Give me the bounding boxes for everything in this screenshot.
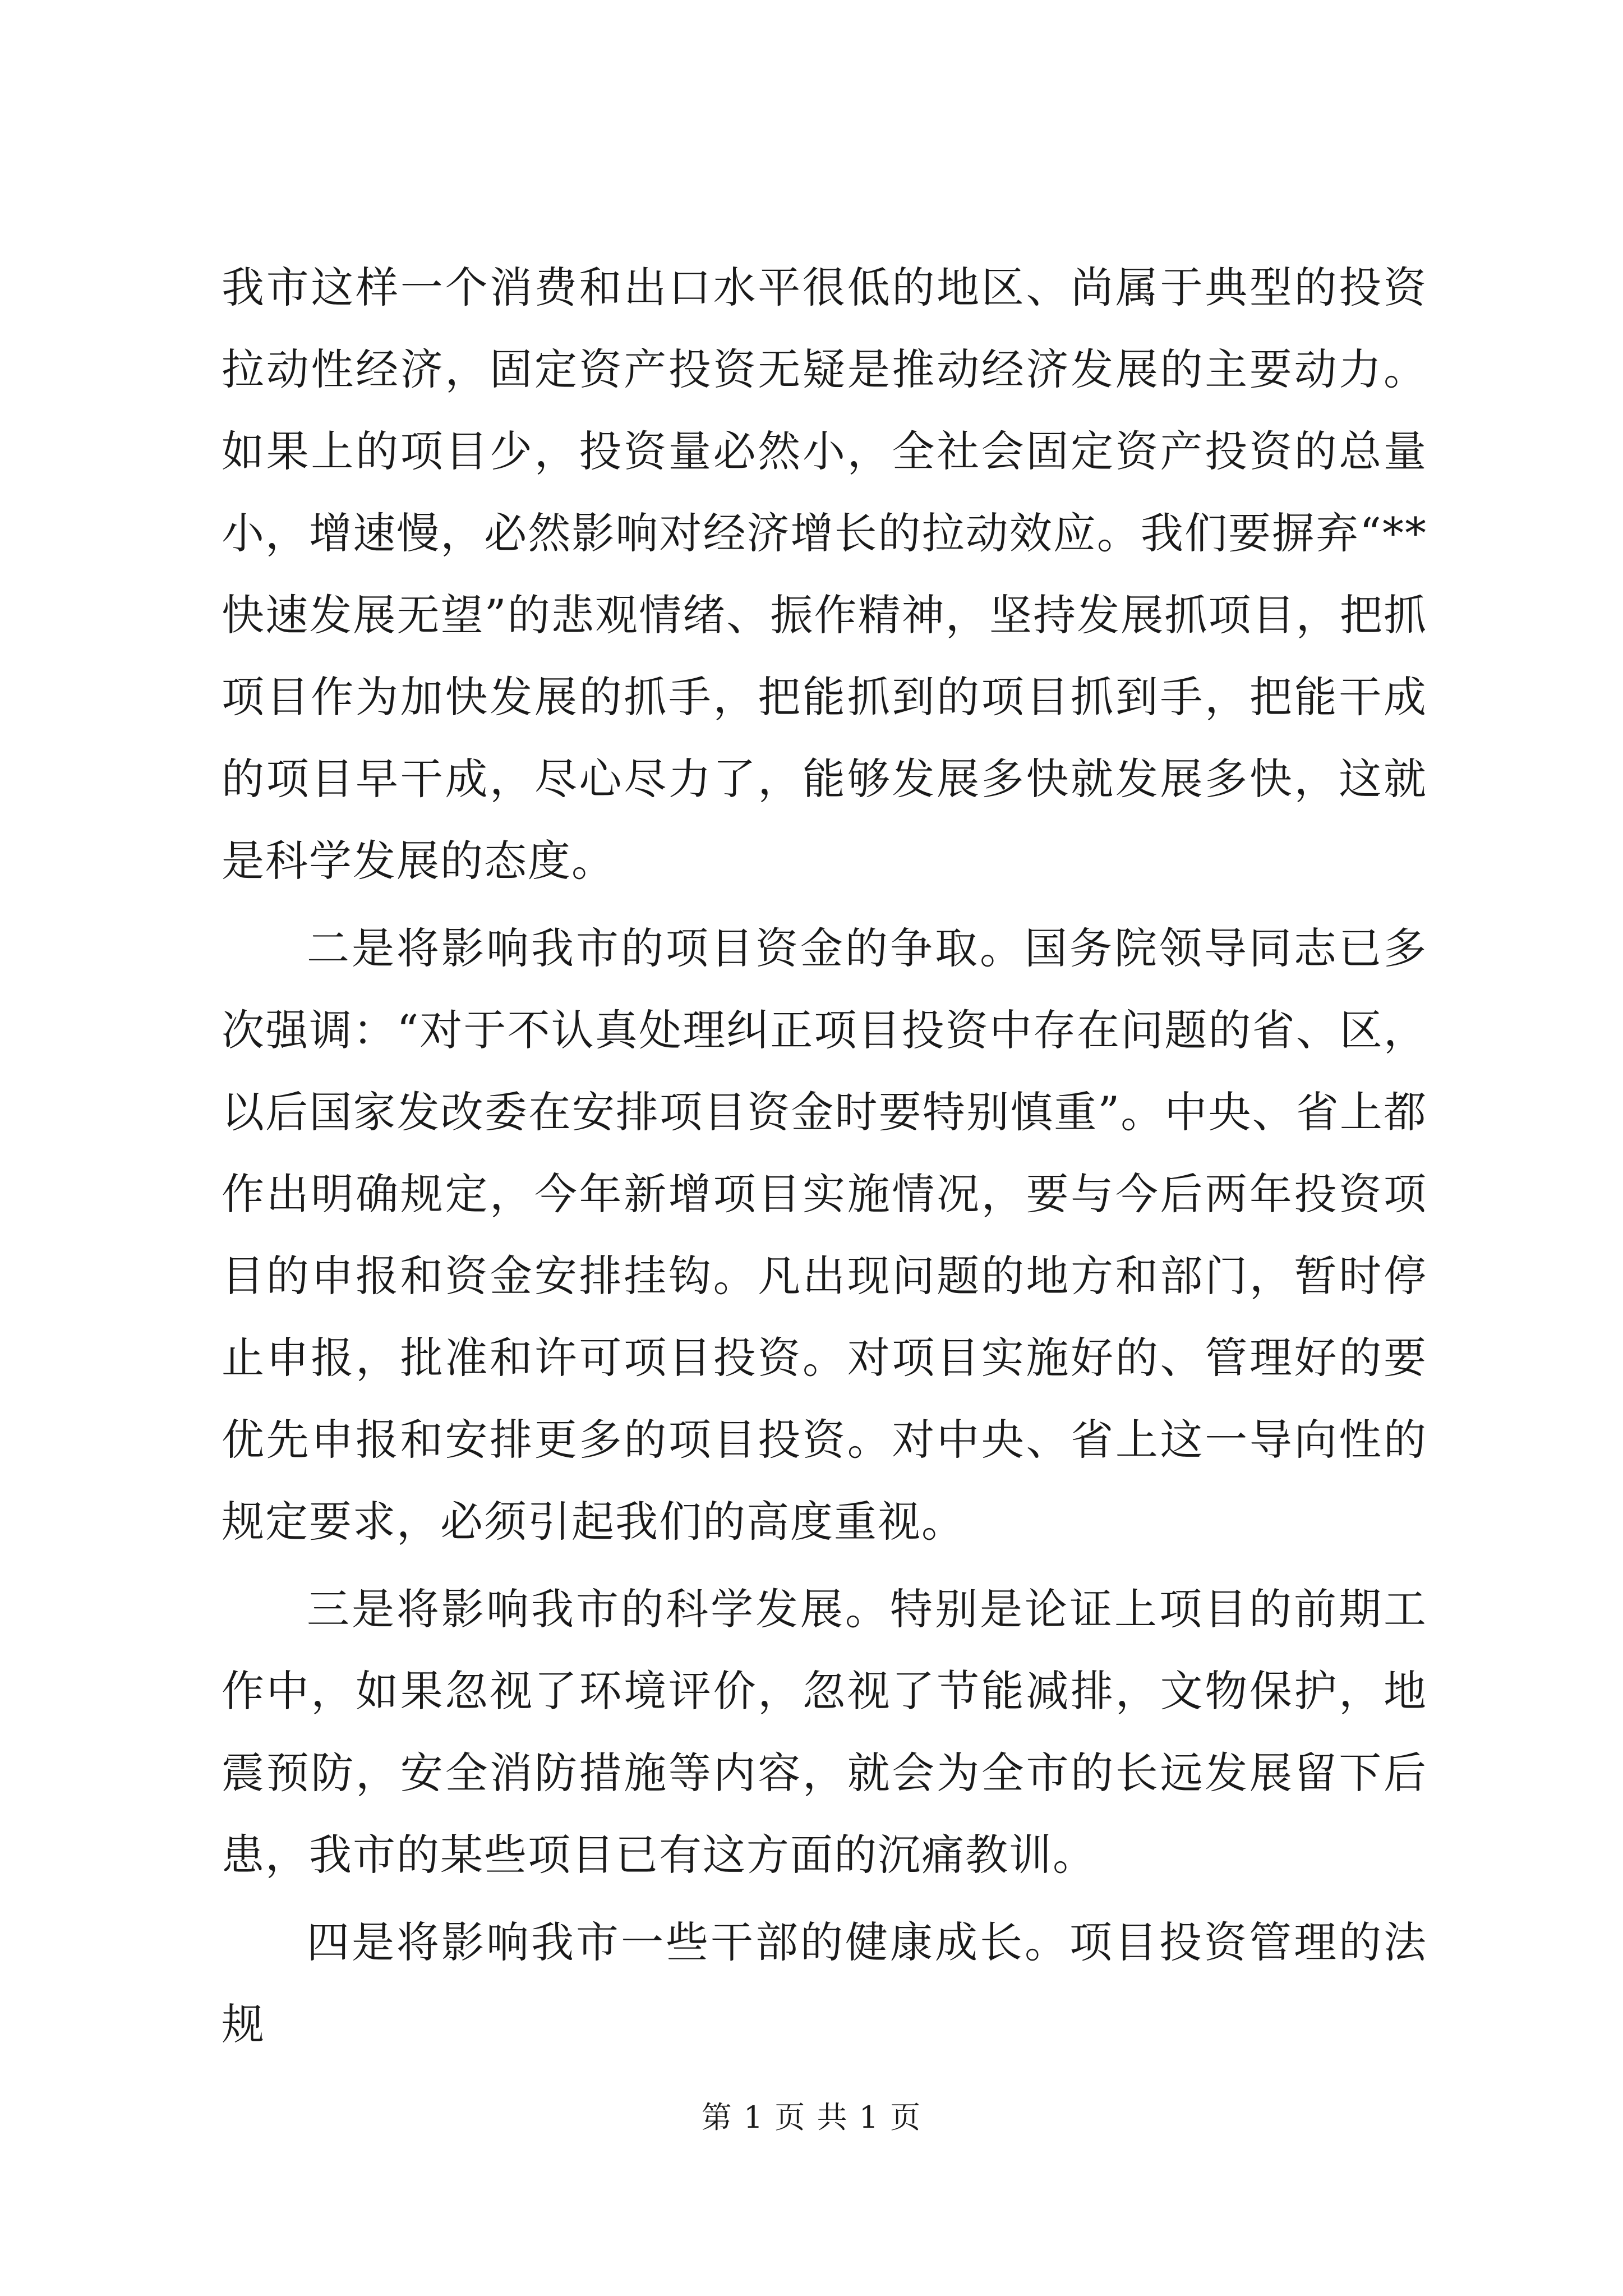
page-footer: 第 1 页 共 1 页 bbox=[701, 2100, 922, 2135]
paragraph-2: 二是将影响我市的项目资金的争取。国务院领导同志已多次强调：“对于不认真处理纠正项目投资中存在问题的省、区，以后国家发改委在安排项目资金时要特别慎重”。中央、省上都作出明确规定，今年新增项目实施情况，要与今后两年投资项目的申报和资金安排挂钩。凡出现问题的地方和部门，暂时停止申报，批准和许可项目投资。对项目实施好的、管理好的要优先申报和安排更多的项目投资。对中央、省上这一导向性的规定要求，必须引起我们的高度重视。 bbox=[222, 923, 1427, 1547]
paragraph-3: 三是将影响我市的科学发展。特别是论证上项目的前期工作中，如果忽视了环境评价，忽视了节能减排，文物保护，地震预防，安全消防措施等内容，就会为全市的长远发展留下后患，我市的某些项目已有这方面的沉痛教训。 bbox=[222, 1584, 1427, 1880]
document-body bbox=[222, 247, 1427, 2065]
paragraph-4: 四是将影响我市一些干部的健康成长。项目投资管理的法规 bbox=[222, 1917, 1427, 2049]
paragraph-1: 我市这样一个消费和出口水平很低的地区、尚属于典型的投资拉动性经济，固定资产投资无疑是推动经济发展的主要动力。如果上的项目少，投资量必然小，全社会固定资产投资的总量小，增速慢，必然影响对经济增长的拉动效应。我们要摒弃“**快速发展无望”的悲观情绪、振作精神，坚持发展抓项目，把抓项目作为加快发展的抓手，把能抓到的项目抓到手，把能干成的项目早干成，尽心尽力了，能够发展多快就发展多快，这就是科学发展的态度。 bbox=[222, 263, 1427, 886]
